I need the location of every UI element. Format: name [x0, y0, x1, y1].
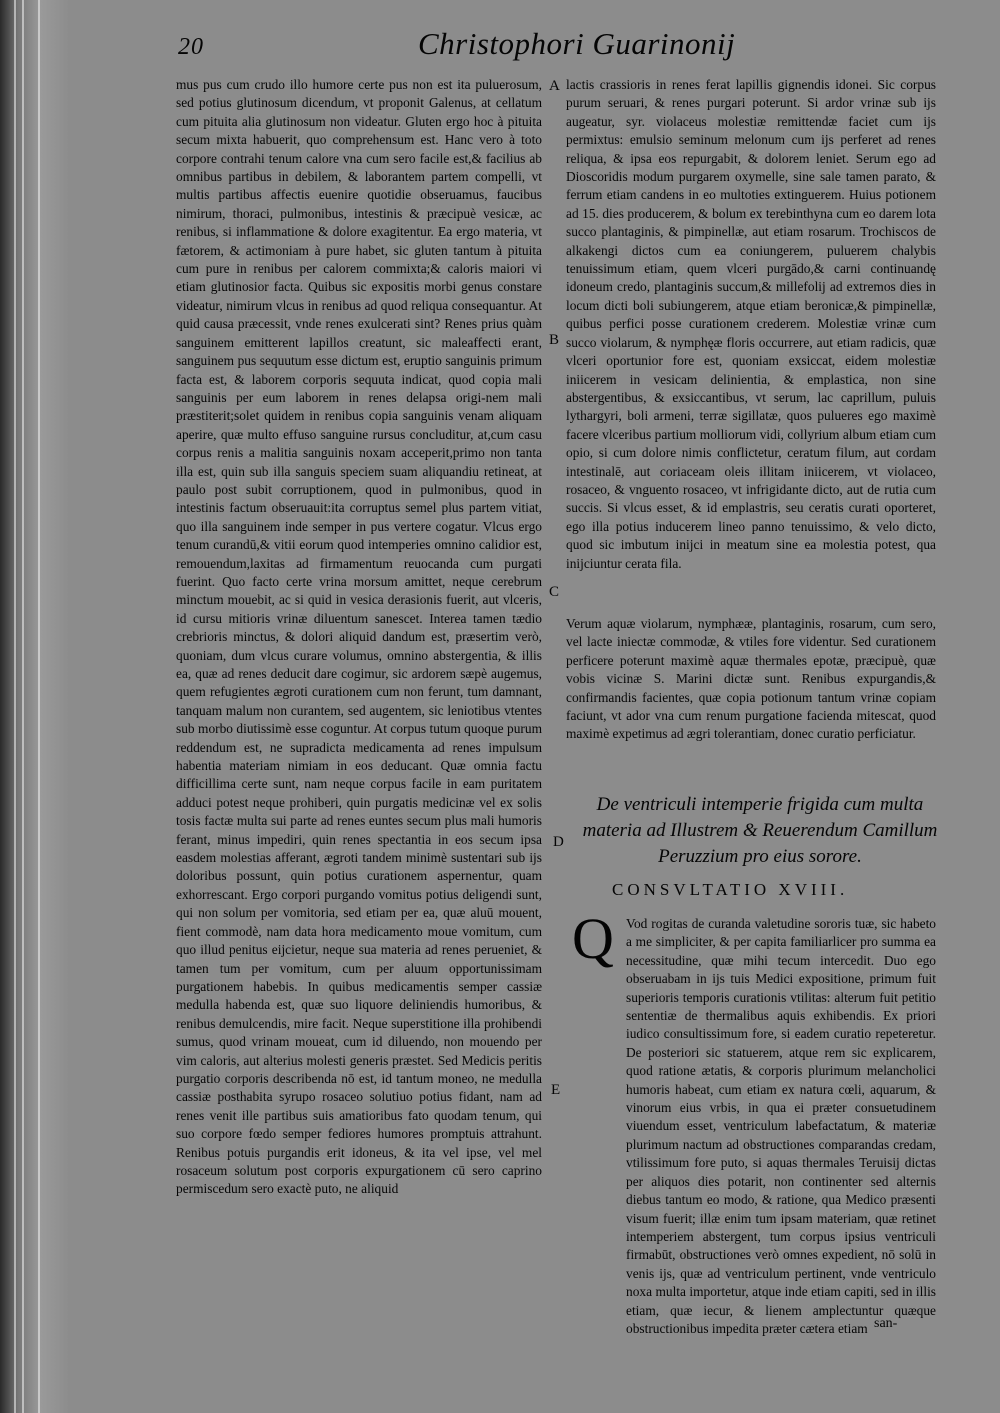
left-column-text	[176, 76, 542, 1199]
binding-gutter-shadow	[0, 0, 70, 1413]
gutter-line	[14, 0, 16, 1413]
catchword: san-	[874, 1316, 898, 1331]
margin-marker-b: B	[549, 332, 560, 348]
drop-cap: Q	[572, 906, 614, 971]
gutter-line	[38, 0, 40, 1413]
running-head: Christophori Guarinonij	[418, 26, 736, 61]
gutter-line	[22, 0, 24, 1413]
right-column-paragraph-c	[572, 915, 936, 1338]
margin-marker-a: A	[549, 78, 560, 94]
right-column-text-b	[566, 615, 936, 744]
right-column-text-a	[566, 76, 936, 573]
consultatio-title: CONSVLTATIO XVIII.	[612, 880, 849, 899]
page-number: 20	[178, 34, 204, 60]
section-heading: De ventriculi intemperie frigida cum multa materia ad Illustrem & Reuerendum Camillum Peruzzium pro eius sorore.	[582, 794, 938, 867]
consultatio-body: Vod rogitas de curanda valetudine sororis tuæ, sic habeto a me simpliciter, & per capita familiarlicer pro summa ea necessitudine, quæ mihi tecum intercedit. Duo ego obseruabam in ijs tuis Medici expositione, primum fuit superioris temporis curationis vtilitas: alterum fuit petitio sententiæ de thermalibus aquis exhibendis. Ex priori iudico consultissimum fore, si eadem curatio repeteretur. De posteriori sic statuerem, atque rem sic explicarem, quod ratione ætatis, & corporis plurimum melancholici humoris habeat, cum etiam ex natura cœli, aquarum, & vinorum eius vrbis, in qua ei præter consuetudinem viuendum esset, ventriculum labefactatum, & materiæ plurimum nactum ad obstructiones comparandas credam, vtilissimum fore puto, si aquas thermales Teruisij dictas per aliquos dies potarit, non continenter sed alternis diebus tantum eo modo, & ratione, qua Medico præsenti visum fuerit; illæ enim tum ipsam materiam, quæ retinet intemperiem abstergent, tum corpus ipsius ventriculi firmabūt, obstructiones verò omnes expedient, nō solū in venis ijs, quæ ad ventriculum pertinent, vnde ventriculo noxa multa importetur, atque inde etiam capiti, sed in illis etiam, quæ iecur, & lienem amplectuntur quæque obstructionibus impedita præter cætera etiam	[626, 916, 936, 1336]
margin-marker-d: D	[553, 834, 564, 850]
right-column-paragraph-a: lactis crassioris in renes ferat lapillis gignendis idonei. Sic corpus purum seruari, & renes purgari poterunt. Si ardor vrinæ sub ijs augeatur, syr. violaceus molestiæ remittendæ faciet cum ijs permixtus: emulsio seminum melonum cum ijs perferet ad renes reliqua, & ipsa eos repurgabit, & dolorem leniet. Serum ego ad Dioscoridis modum purgarem oxymelle, sine sale tamen parato, & ferrum etiam candens in eo multoties extinguerem. Huius potionem ad 15. dies producerem, & bolum ex terebinthyna cum eo darem lota succo plantaginis, & pimpinellæ, aut etiam rosarum. Trochiscos de alkakengi dictos cum ea coniungerem, puluerem chalybis tenuissimum etiam, quem vlceri purgādo,& carni continuandę idoneum credo, plantaginis succum,& millefolij ad extremos dies in locum dicti boli subiungerem, atque etiam beronicæ,& pimpinellæ, quibus perfici posse curationem crederem. Molestiæ vrinæ cum succo violarum, & nymphęæ floris occurrere, aut etiam radicis, quæ vlceri oportunior fore est, quoniam exsiccat, eidem molestiæ iniicerem in vesicam delinientia, & emplastica, non sine abstergentibus, & exsiccantibus, vt serum, lac caprillum, puluis lythargyri, boli armeni, terræ sigillatæ, quos pulueres ego maximè facere vlceribus partium molliorum vidi, collyrium album etiam cum opio, si cum dolore nimis conflictetur, ceratum filum, aut cordam intestinalē, aut coriaceam oleis illitam iniicerem, vt violaceo, rosaceo, & vnguento rosaceo, vt infrigidante dicto, aut de rutia cum succis. Si vlcus esset, & id emplastris, seu ceratis curati oporteret, ego illa potius inducerem lineo panno tenuissimo, & velo dicto, quod sic imbutum inijci in meatum sine ea molestia potest, qua inijciuntur cerata fila.	[566, 77, 936, 571]
right-column-text-c	[572, 915, 936, 1338]
margin-marker-c: C	[549, 584, 560, 600]
right-column-paragraph-b: Verum aquæ violarum, nymphææ, plantaginis, rosarum, cum sero, vel lacte iniectæ commodæ, & vtiles fore videntur. Sed curationem perficere poterunt maximè aquæ thermales epotæ, præcipuè, quæ vobis vicinæ S. Marini dictæ sunt. Renibus expurgandis,& confirmandis facientes, quæ copia potionum tantum vrinæ copiam faciunt, vt ador vna cum renum purgatione facienda mitescat, quod maximè expetimus ad ægri tolerantiam, donec curatio perficiatur.	[566, 616, 936, 742]
left-column-paragraph: mus pus cum crudo illo humore certe pus non est ita puluerosum, sed potius glutinosum dicendum, vt proponit Galenus, at cellatum cum pituita alia glutinosum non videatur. Gluten ergo hoc à pituita secum mixta habuerit, quo comprehensum est. Hanc vero à toto corpore contrahi tenum calore vna cum sero facile est,& facilius ab omnibus partibus in debilem, & laborantem partem compelli, vt multis partibus affectis euenire quotidie obseruamus, faucibus nimirum, thoraci, pulmonibus, intestinis & præcipuè vesicæ, ac renibus, si inflammatione & dolore exagitentur. Ea ergo materia, vt fætorem, & actimoniam à pure habet, sic gluten tantum à pituita cum pure in renibus per calorem commixta;& caloris maiori vi etiam glutinosior facta. Quibus sic expositis morbi genus constare videatur, nimirum vlcus in renibus ad quod reliqua consequantur. At quid causa præcessit, vnde renes exulcerati sint? Renes prius quàm sanguinem emitterent lapillos creatunt, sic maleaffecti erant, sanguinem pus sequutum esse dictum est, eruptio sanguinis primum facta est, & laborem corporis sequuta indicat, quod copia mali sanguinis per eum laborem in renes delapsa origi-nem mali præstiterit;solet quidem in renibus copia sanguinis venam aliquam aperire, quæ multo effuso sanguine rursus concluditur, at,cum casu corpus renis a malitia sanguinis noxam acceperit,primo non tanta illa est, quin sub illa sanguis speciem suam aliquandiu retineat, at paulo post subit corruptionem, quod in pulmonibus, quod in intestinis factum obseruauit:ita corruptus semel plus partem vitiat, quo illa sanguinem inde semper in pus vertere cogatur. Vlcus ergo tenum curandū,& vitii eorum quod intemperies omnino calidior est, remouendum,laxitas ad firmamentum reuocanda cum purgati fuerint. Quo facto certe vrina morsum amittet, neque cerebrum minctum mouebit, ac si quid in vesica derasionis fuerit, aut vlceris, id cursu mitioris vrinæ diluentum sanescet. Interea tamen tædio crebrioris minctus, & dolori aliquid dandum est, præsertim verò, quoniam, dum vlcus curare volumus, omnino abstergentia, & illis ea, quæ ad renes deducit dare cogimur, sic ardorem sæpè augemus, quem refugientes ægroti curationem cum non ferunt, tum damnant, tanquam malum non curantem, sed augentem, sic leniotibus vtentes sub morbo diutissimè esse coguntur. At corpus tutum quoque purum reddendum est, ne supradicta medicamenta ad renes impulsum habentia materiam nimiam in eos deducant. Quæ omnia factu difficillima certe sunt, nam neque corpus facile in eam puritatem adduci potest neque prohiberi, quin purgatis medicinæ vel ex solis tosis factæ multa sui parte ad renes euntes secum plus mali humoris ferant, minus impediri, quin renes spectantia in eos secum ipsa easdem molestias afferant, ægroti tandem minimè sustentari sub ijs doloribus possunt, quin potius curationem aspernentur, quam exhorrescant. Ergo corpori purgando vomitus potius deligendi sunt, qui non solum per vomitoria, sed etiam per ea, quæ aluū mouent, fient commodè, nam data hora medicamento moue vomitum, cum quo illud penitus eijcietur, neque sua materia ad renes perueniet, & tamen tum per vomitum, cum per aluum opportunissimam purgationem habebis. In quibus medicamentis semper cassiæ medulla habenda est, quæ suo liquore deliniendis humoribus, & renibus demulcendis, mire facit. Neque superstitione illa prohibendi sumus, quod vrinam moueat, cum id diluendo, non mouendo per vim caloris, aut alterius molesti generis præstet. Sed Medicis peritis purgatio corporis describenda nō est, id tantum moneo, ne medulla cassiæ posthabita syrupo rosaceo solutiuo potius fidant, nam ad renes venit ille partibus suis amatioribus fato quodam tenum, qui suo corpore fœdo semper fediores humores promptuis attrahunt. Renibus potuis purgandis erit idoneus, & ita vel ipse, vel mel rosaceum solutum post corporis expurgationem cū sero caprino permiscedum sero exactè puto, ne aliquid	[176, 77, 542, 1197]
margin-marker-e: E	[551, 1082, 561, 1098]
